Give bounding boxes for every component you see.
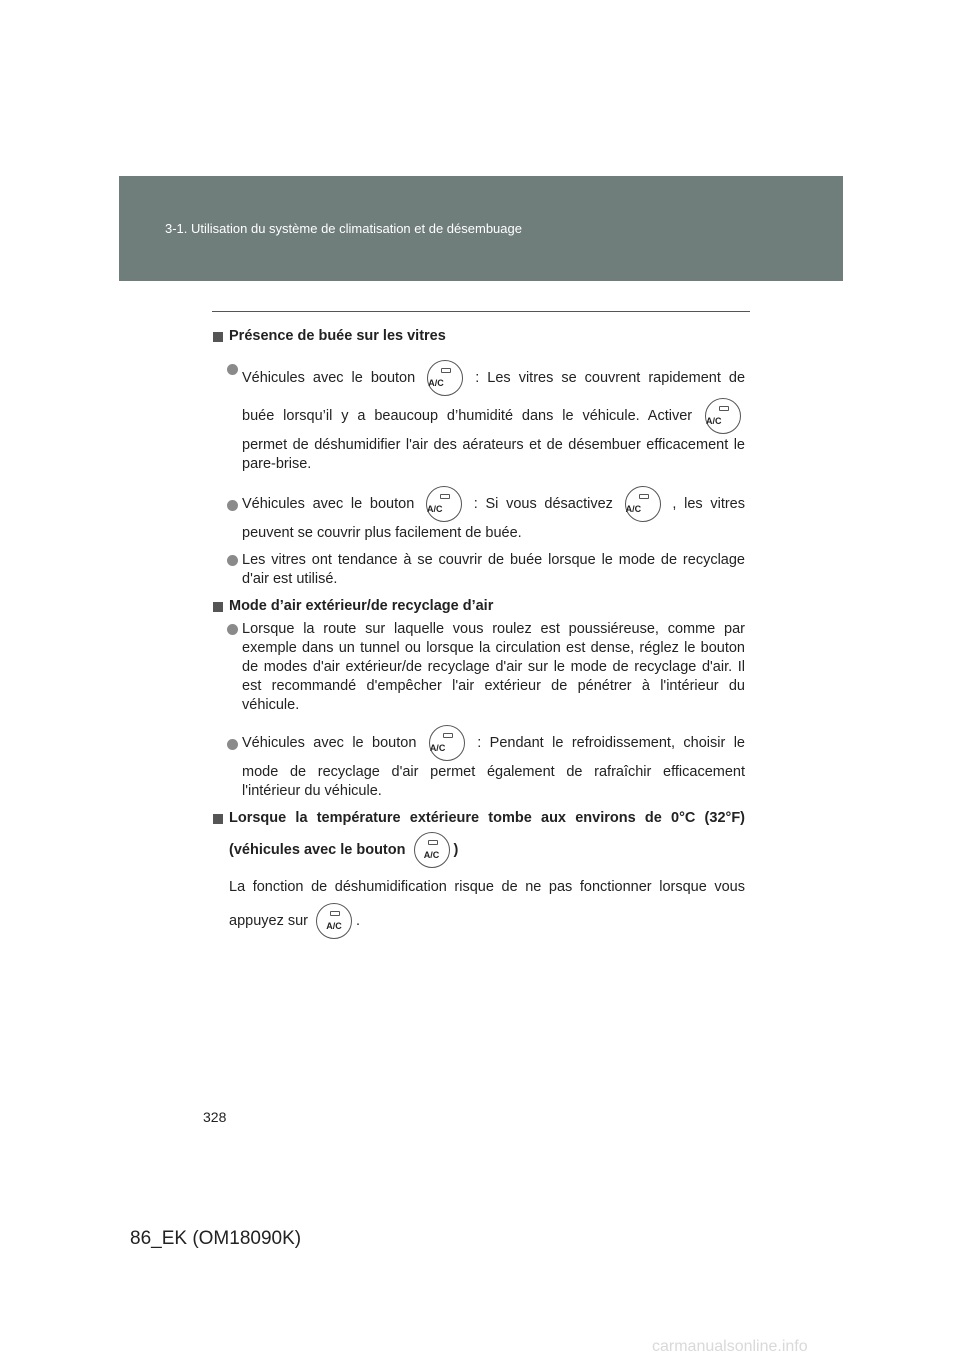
heading-text: Lorsque la température extérieure tombe aux environs de 0°C (32°F): [229, 810, 745, 826]
text: La fonction de déshumidification risque de ne pas fonctionner lorsque vous: [229, 879, 745, 895]
ac-label: A/C: [427, 504, 443, 514]
text: .: [356, 912, 361, 929]
text: appuyez sur: [229, 912, 308, 929]
text: : Si vous désactivez: [473, 495, 613, 512]
divider: [212, 311, 750, 312]
heading-text: Présence de buée sur les vitres: [229, 328, 446, 344]
ac-label: A/C: [423, 850, 440, 860]
text: permet de déshumidifier l'air des aérateurs et de désembuer efficacement le pare-brise.: [242, 437, 745, 472]
round-bullet-icon: [227, 739, 238, 750]
ac-label: A/C: [706, 416, 722, 426]
bullet-dusty-road: [213, 620, 745, 715]
ac-label: A/C: [429, 743, 446, 753]
ac-button-icon: [427, 360, 463, 396]
ac-button-icon: [316, 903, 352, 939]
main-content: [213, 327, 745, 939]
bullet-ac-fog: [213, 360, 745, 474]
watermark: carmanualsonline.info: [652, 1338, 808, 1355]
round-bullet-icon: [227, 500, 238, 511]
round-bullet-icon: [227, 555, 238, 566]
heading-text: (véhicules avec le bouton: [229, 841, 406, 858]
text: buée lorsqu’il y a beaucoup d’humidité dans le véhicule. Activer: [242, 407, 693, 424]
ac-button-icon: [429, 725, 465, 761]
text: peuvent se couvrir plus facilement de buée.: [242, 525, 522, 541]
text: : Pendant le refroidissement, choisir le: [477, 734, 745, 751]
bullet-recycle-fog: [213, 551, 745, 589]
text: Véhicules avec le bouton: [242, 495, 415, 512]
round-bullet-icon: [227, 624, 238, 635]
text: Véhicules avec le bouton: [242, 734, 417, 751]
bullet-cooling: [213, 725, 745, 801]
heading-text: ): [453, 841, 459, 858]
text: , les vitres: [672, 495, 745, 512]
ac-button-icon: [414, 832, 450, 868]
text: Les vitres ont tendance à se couvrir de buée lorsque le mode de recyclage d'air est utilisé.: [242, 552, 745, 587]
text-line: [213, 903, 745, 939]
document-code: 86_EK (OM18090K): [130, 1228, 302, 1249]
ac-button-icon: [705, 398, 741, 434]
heading-low-temp: [213, 809, 745, 828]
section-title: 3-1. Utilisation du système de climatisation et de désembuage: [165, 221, 522, 236]
bullet-ac-off: [213, 486, 745, 543]
text: mode de recyclage d'air permet également de rafraîchir efficacement l'intérieur du véhicule.: [242, 764, 745, 799]
ac-label: A/C: [625, 504, 642, 514]
section-header-band: [119, 176, 843, 281]
heading-fog: [213, 327, 745, 346]
square-bullet-icon: [213, 814, 223, 824]
ac-button-icon: [426, 486, 462, 522]
round-bullet-icon: [227, 364, 238, 375]
text: : Les vitres se couvrent rapidement de: [475, 369, 746, 386]
heading-low-temp-2: [213, 832, 745, 868]
text: Véhicules avec le bouton: [242, 369, 416, 386]
ac-label: A/C: [326, 921, 342, 931]
heading-air-mode: [213, 597, 745, 616]
heading-text: Mode d’air extérieur/de recyclage d’air: [229, 598, 494, 614]
square-bullet-icon: [213, 332, 223, 342]
text: Lorsque la route sur laquelle vous roulez est poussiéreuse, comme par exemple dans un tunnel ou lorsque la circulation est dense, réglez le bouton de modes d'air extérieur/de recyclage d'air sur le mode de recyclage d'air. Il est recommandé d'empêcher l'air extérieur de pénétrer à l'intérieur du véhicule.: [242, 621, 745, 713]
page-number: 328: [203, 1109, 227, 1125]
square-bullet-icon: [213, 602, 223, 612]
ac-button-icon: [625, 486, 661, 522]
ac-label: A/C: [428, 378, 444, 388]
